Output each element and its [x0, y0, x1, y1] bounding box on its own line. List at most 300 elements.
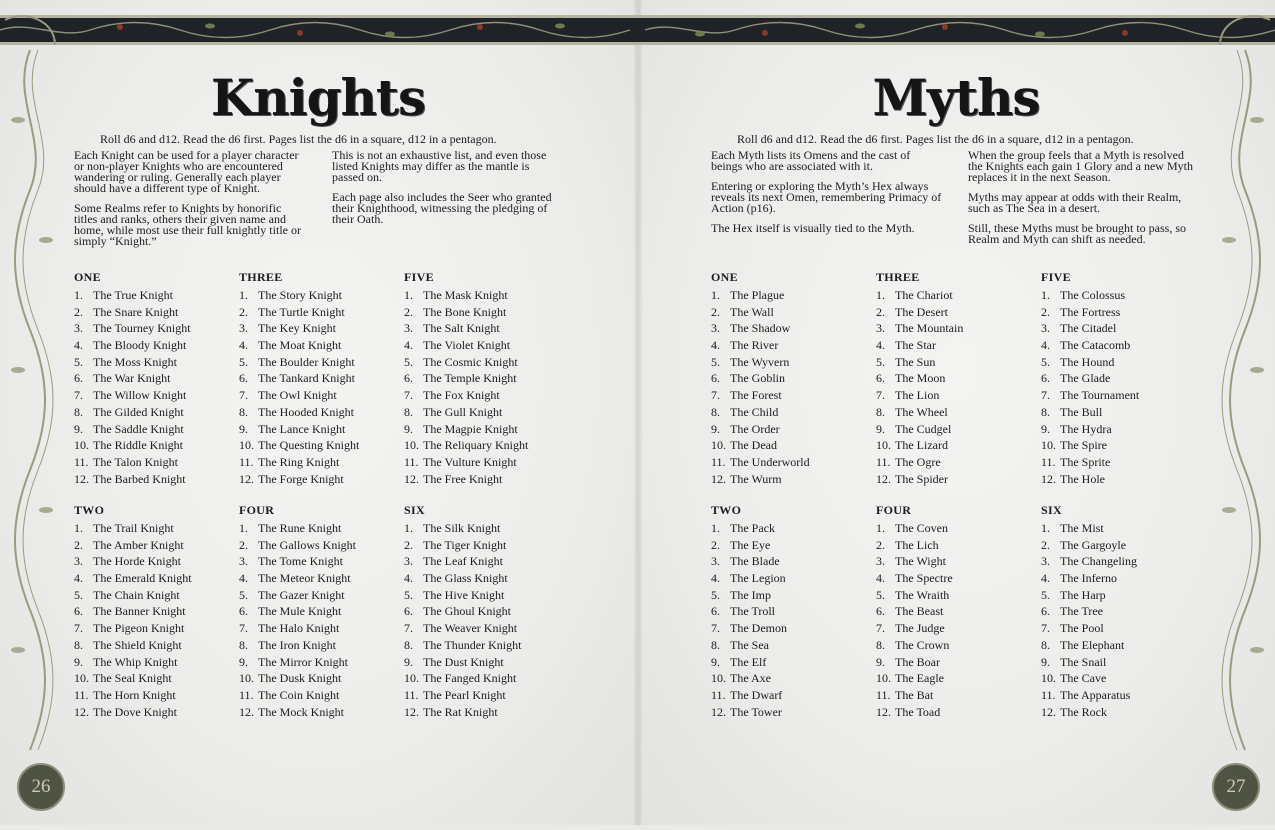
entry-name: The Glade: [1060, 371, 1111, 386]
list-item: [239, 670, 404, 687]
roll-number: 2.: [711, 537, 720, 552]
list-item: [876, 620, 1041, 637]
entry-name: The Cudgel: [895, 421, 952, 436]
entry-name: The Mist: [1060, 521, 1104, 535]
list-item: [1041, 637, 1206, 654]
entry-name: The Thunder Knight: [423, 637, 522, 652]
entry-name: The Gilded Knight: [93, 404, 184, 419]
roll-number: 7.: [239, 621, 248, 636]
list-item: [711, 637, 876, 654]
roll-table-list: [404, 520, 569, 720]
roll-number: 8.: [404, 637, 413, 652]
paragraph: This is not an exhaustive list, and even those listed Knights may differ as the mantle is passed on.: [332, 148, 547, 184]
roll-number: 9.: [1041, 421, 1050, 436]
list-item: [711, 570, 876, 587]
list-item: [74, 687, 239, 704]
entry-name: The Wraith: [895, 587, 950, 602]
list-item: [711, 603, 876, 620]
entry-name: The Gazer Knight: [258, 587, 345, 602]
entry-name: The Pigeon Knight: [93, 621, 185, 636]
roll-number: 8.: [711, 637, 720, 652]
entry-name: The Dusk Knight: [258, 671, 342, 686]
list-item: [404, 553, 569, 570]
table-heading: FOUR: [239, 503, 275, 517]
list-item: [239, 304, 404, 321]
list-item: [1041, 421, 1206, 438]
entry-name: The Desert: [895, 304, 948, 319]
vine-border-icon: [1215, 10, 1275, 825]
table-heading: FOUR: [876, 503, 912, 517]
list-item: [711, 421, 876, 438]
roll-number: 8.: [239, 637, 248, 652]
roll-number: 5.: [239, 354, 248, 369]
entry-name: The Moat Knight: [258, 338, 342, 353]
list-item: [239, 704, 404, 721]
entry-name: The War Knight: [93, 371, 171, 386]
list-item: [876, 304, 1041, 321]
roll-table-list: [711, 287, 876, 487]
entry-name: The Crown: [895, 637, 950, 652]
entry-name: The Key Knight: [258, 321, 336, 336]
roll-number: 5.: [1041, 354, 1050, 369]
roll-number: 8.: [876, 404, 885, 419]
roll-number: 9.: [74, 421, 83, 436]
entry-name: The Toad: [895, 704, 941, 719]
roll-number: 5.: [404, 354, 413, 369]
entry-name: The Gallows Knight: [258, 537, 356, 552]
list-item: [239, 337, 404, 354]
entry-name: The Fortress: [1060, 304, 1121, 319]
entry-name: The Boulder Knight: [258, 354, 355, 369]
list-item: [239, 437, 404, 454]
entry-name: The Violet Knight: [423, 338, 511, 353]
list-item: [876, 320, 1041, 337]
entry-name: The Barbed Knight: [93, 471, 186, 486]
entry-name: The Wheel: [895, 404, 948, 419]
roll-number: 1.: [74, 288, 83, 302]
roll-number: 5.: [74, 354, 83, 369]
list-item: [404, 670, 569, 687]
entry-name: The Fox Knight: [423, 388, 500, 403]
paragraph-column-myths-right: [968, 150, 1200, 254]
list-item: [876, 404, 1041, 421]
roll-number: 2.: [74, 304, 83, 319]
table-six-myths: [1041, 503, 1206, 720]
roll-number: 9.: [711, 421, 720, 436]
list-item: [74, 304, 239, 321]
list-item: [404, 320, 569, 337]
roll-number: 11.: [404, 454, 419, 469]
list-item: [1041, 654, 1206, 671]
roll-number: 11.: [876, 454, 891, 469]
roll-number: 6.: [74, 604, 83, 619]
entry-name: The Turtle Knight: [258, 304, 345, 319]
entry-name: The Pack: [730, 521, 775, 535]
entry-name: The Ghoul Knight: [423, 604, 511, 619]
entry-name: The Wight: [895, 554, 946, 569]
list-item: [404, 520, 569, 537]
roll-number: 3.: [711, 554, 720, 569]
roll-number: 10.: [404, 438, 419, 453]
list-item: [711, 454, 876, 471]
entry-name: The Eye: [730, 537, 771, 552]
list-item: [239, 520, 404, 537]
roll-number: 8.: [239, 404, 248, 419]
entry-name: The Tourney Knight: [93, 321, 191, 336]
entry-name: The Apparatus: [1060, 687, 1131, 702]
list-item: [711, 404, 876, 421]
entry-name: The Temple Knight: [423, 371, 517, 386]
entry-name: The Halo Knight: [258, 621, 340, 636]
entry-name: The Trail Knight: [93, 521, 174, 535]
table-five-myths: [1041, 270, 1206, 487]
roll-number: 8.: [74, 404, 83, 419]
left-vine-border: [0, 10, 60, 825]
entry-name: The Banner Knight: [93, 604, 186, 619]
paragraph-column-myths-left: [711, 150, 943, 243]
entry-name: The Bat: [895, 687, 934, 702]
roll-number: 11.: [404, 687, 419, 702]
entry-name: The Cave: [1060, 671, 1107, 686]
table-three-myths: [876, 270, 1041, 487]
list-item: [711, 704, 876, 721]
roll-number: 7.: [711, 621, 720, 636]
list-item: [74, 387, 239, 404]
entry-name: The Emerald Knight: [93, 571, 192, 586]
roll-number: 9.: [239, 421, 248, 436]
list-item: [711, 354, 876, 371]
entry-name: The Elephant: [1060, 637, 1125, 652]
entry-name: The Pearl Knight: [423, 687, 506, 702]
list-item: [876, 637, 1041, 654]
roll-number: 2.: [74, 537, 83, 552]
list-item: [1041, 670, 1206, 687]
entry-name: The Tower: [730, 704, 782, 719]
list-item: [711, 520, 876, 537]
entry-name: The Elf: [730, 654, 767, 669]
list-item: [1041, 570, 1206, 587]
roll-number: 1.: [74, 521, 83, 535]
roll-number: 1.: [404, 288, 413, 302]
roll-number: 9.: [239, 654, 248, 669]
list-item: [239, 421, 404, 438]
list-item: [74, 320, 239, 337]
roll-number: 10.: [876, 438, 891, 453]
list-item: [711, 471, 876, 488]
table-heading: ONE: [711, 270, 738, 284]
list-item: [404, 304, 569, 321]
entry-name: The Sprite: [1060, 454, 1111, 469]
list-item: [404, 654, 569, 671]
list-item: [1041, 404, 1206, 421]
list-item: [1041, 587, 1206, 604]
roll-number: 11.: [239, 454, 254, 469]
entry-name: The Chain Knight: [93, 587, 180, 602]
table-heading: FIVE: [1041, 270, 1071, 284]
list-item: [239, 320, 404, 337]
list-item: [711, 553, 876, 570]
entry-name: The Ring Knight: [258, 454, 340, 469]
list-item: [404, 471, 569, 488]
table-two-myths: [711, 503, 876, 720]
roll-number: 8.: [711, 404, 720, 419]
paragraph: When the group feels that a Myth is resolved the Knights each gain 1 Glory and a new Myth replaces it in the next Season.: [968, 148, 1193, 184]
page-title-myths: Myths: [872, 68, 1040, 127]
entry-name: The Saddle Knight: [93, 421, 184, 436]
intro-line-myths: Roll d6 and d12. Read the d6 first. Pages list the d6 in a square, d12 in a pentagon.: [737, 132, 1134, 146]
entry-name: The Lich: [895, 537, 939, 552]
table-heading: THREE: [239, 270, 283, 284]
roll-number: 7.: [74, 388, 83, 403]
roll-number: 3.: [1041, 554, 1050, 569]
roll-table-list: [239, 520, 404, 720]
roll-number: 4.: [1041, 338, 1050, 353]
roll-table-list: [239, 287, 404, 487]
entry-name: The Wurm: [730, 471, 782, 486]
list-item: [1041, 354, 1206, 371]
entry-name: The Citadel: [1060, 321, 1117, 336]
entry-name: The Rat Knight: [423, 704, 498, 719]
roll-number: 6.: [711, 371, 720, 386]
roll-number: 6.: [876, 604, 885, 619]
entry-name: The Beast: [895, 604, 944, 619]
list-item: [876, 553, 1041, 570]
entry-name: The Goblin: [730, 371, 785, 386]
list-item: [404, 387, 569, 404]
table-heading: ONE: [74, 270, 101, 284]
list-item: [404, 287, 569, 304]
list-item: [711, 654, 876, 671]
entry-name: The Bloody Knight: [93, 338, 187, 353]
roll-number: 1.: [239, 521, 248, 535]
roll-number: 10.: [74, 438, 89, 453]
entry-name: The Forest: [730, 388, 782, 403]
entry-name: The Moss Knight: [93, 354, 177, 369]
roll-number: 12.: [1041, 704, 1056, 719]
list-item: [239, 404, 404, 421]
roll-number: 5.: [239, 587, 248, 602]
table-one-knights: [74, 270, 239, 487]
entry-name: The Spectre: [895, 571, 953, 586]
entry-name: The Leaf Knight: [423, 554, 503, 569]
roll-number: 8.: [1041, 404, 1050, 419]
entry-name: The Ogre: [895, 454, 941, 469]
list-item: [404, 404, 569, 421]
roll-number: 4.: [74, 571, 83, 586]
entry-name: The Pool: [1060, 621, 1104, 636]
entry-name: The Colossus: [1060, 288, 1126, 302]
entry-name: The Imp: [730, 587, 771, 602]
roll-number: 9.: [876, 421, 885, 436]
list-item: [74, 637, 239, 654]
entry-name: The Horn Knight: [93, 687, 176, 702]
roll-number: 10.: [711, 438, 726, 453]
roll-number: 3.: [74, 321, 83, 336]
list-item: [876, 654, 1041, 671]
list-item: [404, 454, 569, 471]
roll-number: 8.: [1041, 637, 1050, 652]
entry-name: The Axe: [730, 671, 771, 686]
entry-name: The Demon: [730, 621, 787, 636]
entry-name: The Inferno: [1060, 571, 1117, 586]
list-item: [74, 537, 239, 554]
roll-number: 4.: [1041, 571, 1050, 586]
roll-number: 11.: [74, 454, 89, 469]
list-item: [711, 537, 876, 554]
roll-number: 9.: [1041, 654, 1050, 669]
list-item: [1041, 704, 1206, 721]
roll-number: 5.: [1041, 587, 1050, 602]
list-item: [876, 337, 1041, 354]
table-heading: FIVE: [404, 270, 434, 284]
entry-name: The Hive Knight: [423, 587, 505, 602]
entry-name: The Mirror Knight: [258, 654, 348, 669]
roll-number: 4.: [876, 338, 885, 353]
entry-name: The True Knight: [93, 288, 174, 302]
roll-number: 10.: [239, 438, 254, 453]
entry-name: The Silk Knight: [423, 521, 501, 535]
list-item: [1041, 520, 1206, 537]
roll-number: 12.: [711, 471, 726, 486]
entry-name: The Gull Knight: [423, 404, 503, 419]
list-item: [239, 587, 404, 604]
entry-name: The Lion: [895, 388, 940, 403]
roll-number: 12.: [239, 704, 254, 719]
entry-name: The Bone Knight: [423, 304, 507, 319]
ornamental-top-border: [0, 15, 1275, 45]
list-item: [711, 304, 876, 321]
list-item: [404, 537, 569, 554]
roll-number: 2.: [404, 537, 413, 552]
entry-name: The Coven: [895, 521, 948, 535]
roll-number: 7.: [876, 388, 885, 403]
entry-name: The Hydra: [1060, 421, 1112, 436]
roll-number: 7.: [711, 388, 720, 403]
roll-number: 4.: [711, 571, 720, 586]
list-item: [239, 553, 404, 570]
roll-number: 1.: [1041, 288, 1050, 302]
roll-number: 11.: [711, 454, 726, 469]
list-item: [876, 670, 1041, 687]
roll-table-list: [711, 520, 876, 720]
roll-number: 6.: [1041, 604, 1050, 619]
roll-number: 4.: [876, 571, 885, 586]
roll-number: 7.: [876, 621, 885, 636]
roll-number: 4.: [239, 338, 248, 353]
list-item: [239, 603, 404, 620]
list-item: [239, 387, 404, 404]
roll-number: 12.: [1041, 471, 1056, 486]
list-item: [1041, 471, 1206, 488]
entry-name: The Shadow: [730, 321, 791, 336]
entry-name: The Dwarf: [730, 687, 783, 702]
roll-number: 3.: [711, 321, 720, 336]
entry-name: The Whip Knight: [93, 654, 178, 669]
entry-name: The Tournament: [1060, 388, 1140, 403]
roll-number: 6.: [404, 604, 413, 619]
roll-number: 1.: [239, 288, 248, 302]
roll-number: 5.: [404, 587, 413, 602]
entry-name: The Legion: [730, 571, 786, 586]
page-title-knights: Knights: [210, 68, 426, 127]
roll-number: 8.: [74, 637, 83, 652]
roll-number: 1.: [876, 288, 885, 302]
entry-name: The Cosmic Knight: [423, 354, 518, 369]
list-item: [1041, 387, 1206, 404]
roll-number: 10.: [239, 671, 254, 686]
roll-table-list: [1041, 287, 1206, 487]
entry-name: The Hooded Knight: [258, 404, 354, 419]
book-spine: [633, 0, 643, 825]
entry-name: The Dove Knight: [93, 704, 177, 719]
entry-name: The Plague: [730, 288, 785, 302]
entry-name: The Seal Knight: [93, 671, 172, 686]
entry-name: The Snare Knight: [93, 304, 179, 319]
list-item: [1041, 537, 1206, 554]
entry-name: The Boar: [895, 654, 940, 669]
list-item: [239, 454, 404, 471]
roll-number: 11.: [239, 687, 254, 702]
entry-name: The Rock: [1060, 704, 1107, 719]
roll-number: 2.: [1041, 304, 1050, 319]
roll-number: 2.: [876, 304, 885, 319]
list-item: [711, 587, 876, 604]
table-heading: THREE: [876, 270, 920, 284]
entry-name: The Gargoyle: [1060, 537, 1127, 552]
roll-number: 3.: [404, 554, 413, 569]
roll-number: 6.: [876, 371, 885, 386]
roll-number: 4.: [74, 338, 83, 353]
list-item: [404, 437, 569, 454]
paragraph: Entering or exploring the Myth’s Hex always reveals its next Omen, remembering Primacy of Action (p16).: [711, 179, 942, 215]
list-item: [711, 620, 876, 637]
roll-number: 12.: [876, 471, 891, 486]
roll-number: 11.: [1041, 687, 1056, 702]
list-item: [876, 537, 1041, 554]
list-item: [404, 587, 569, 604]
entry-name: The Fanged Knight: [423, 671, 517, 686]
roll-number: 5.: [876, 587, 885, 602]
table-heading: SIX: [404, 503, 425, 517]
entry-name: The Dead: [730, 438, 777, 453]
roll-table-list: [404, 287, 569, 487]
list-item: [1041, 304, 1206, 321]
list-item: [876, 421, 1041, 438]
table-heading: TWO: [711, 503, 742, 517]
entry-name: The Tankard Knight: [258, 371, 355, 386]
roll-number: 2.: [404, 304, 413, 319]
roll-number: 3.: [239, 554, 248, 569]
roll-table-list: [876, 520, 1041, 720]
roll-number: 12.: [74, 704, 89, 719]
entry-name: The Hound: [1060, 354, 1115, 369]
entry-name: The Hole: [1060, 471, 1105, 486]
roll-number: 12.: [711, 704, 726, 719]
list-item: [404, 354, 569, 371]
entry-name: The Salt Knight: [423, 321, 500, 336]
roll-number: 10.: [876, 671, 891, 686]
entry-name: The Horde Knight: [93, 554, 181, 569]
list-item: [1041, 603, 1206, 620]
list-item: [74, 437, 239, 454]
roll-number: 5.: [876, 354, 885, 369]
entry-name: The Weaver Knight: [423, 621, 518, 636]
paragraph: Some Realms refer to Knights by honorific titles and ranks, others their given name and home, while most use their full knightly title or simply “Knight.”: [74, 201, 301, 248]
roll-number: 7.: [74, 621, 83, 636]
roll-number: 7.: [404, 621, 413, 636]
entry-name: The Reliquary Knight: [423, 438, 529, 453]
roll-number: 10.: [1041, 671, 1056, 686]
